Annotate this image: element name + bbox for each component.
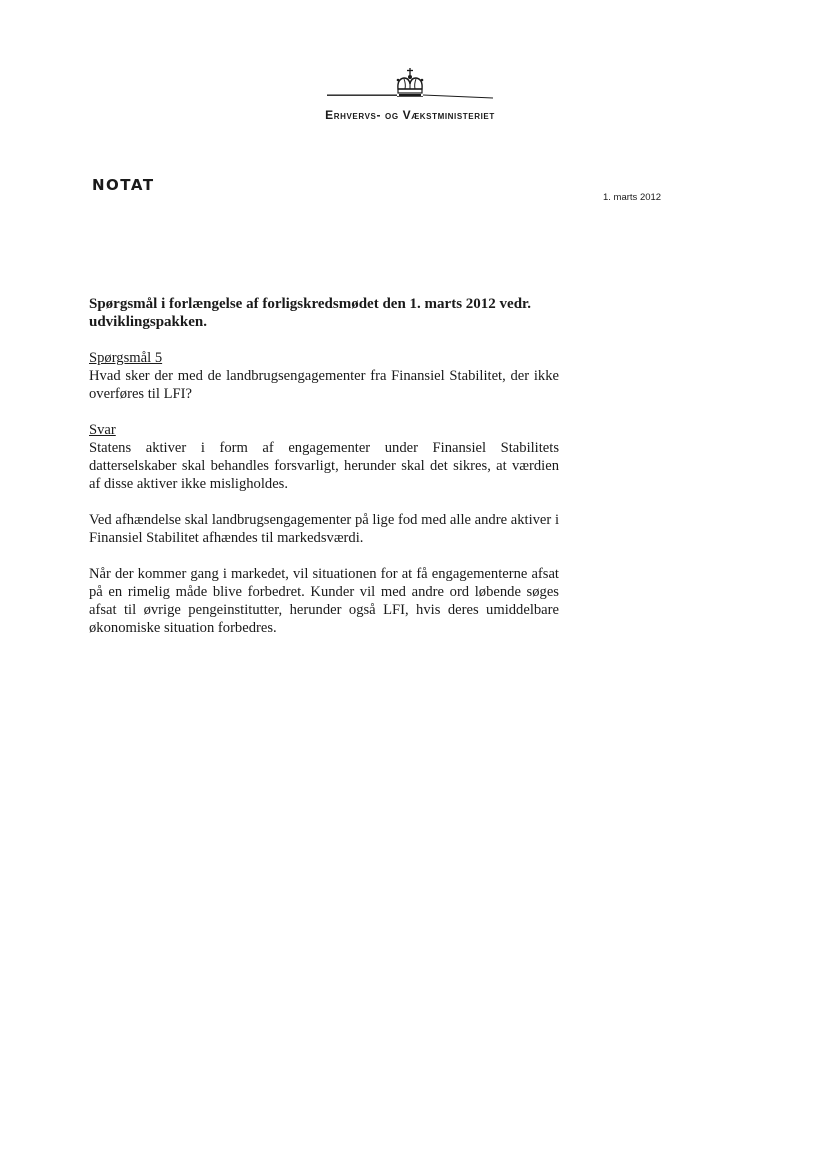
ministry-name: Erhvervs- og Vækstministeriet	[325, 108, 495, 122]
document-title: Spørgsmål i forlængelse af forligskredsmødet den 1. marts 2012 vedr. udviklingspakken.	[89, 296, 532, 330]
document-date: 1. marts 2012	[603, 192, 662, 203]
crown-logo-icon	[325, 66, 495, 106]
question-heading: Spørgsmål 5	[89, 350, 163, 366]
answer-paragraph: Ved afhændelse skal landbrugsengagementer på lige fod med alle andre aktiver i Finansiel Stabilitet afhændes til markedsværdi.	[89, 512, 559, 546]
answer-heading: Svar	[89, 422, 116, 438]
document-body	[89, 295, 559, 655]
answer-paragraph: Når der kommer gang i markedet, vil situationen for at få engagementerne afsat på en rimelig måde blive forbedret. Kunder vil med andre ord løbende søges afsat til øvrige pengeinstitutter, herunder også LFI, hvis deres umiddelbare økonomiske situation forbedres.	[89, 566, 559, 636]
answer-paragraph: Statens aktiver i form af engagementer under Finansiel Stabilitets datterselskaber skal behandles forsvarligt, herunder skal det sikres, at værdien af disse aktiver ikke misligholdes.	[89, 440, 559, 492]
question-text: Hvad sker der med de landbrugsengagementer fra Finansiel Stabilitet, der ikke overføres til LFI?	[89, 368, 559, 402]
document-type: NOTAT	[92, 176, 155, 194]
